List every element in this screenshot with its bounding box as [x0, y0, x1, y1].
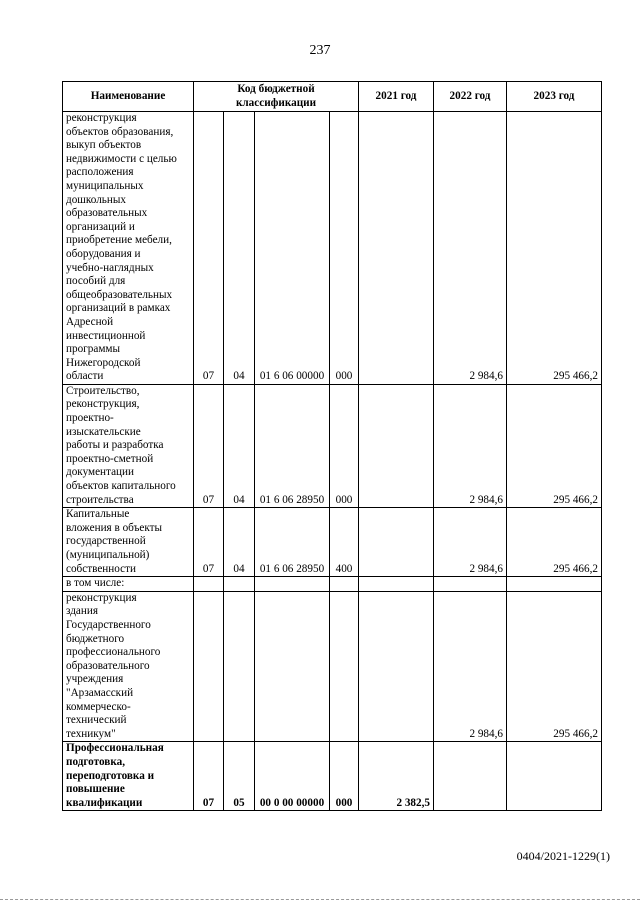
row-section-code: 07: [194, 742, 224, 811]
row-target-article-code: 01 6 06 28950: [255, 384, 330, 507]
row-value-2021: [359, 112, 434, 385]
table-row: [63, 508, 602, 577]
row-value-2023: [507, 577, 602, 592]
row-section-code: [194, 577, 224, 592]
budget-table: [62, 81, 602, 811]
row-name-text: Строительство, реконструкция, проектно- изыскательские работы и разработка проектно-сметной документации объектов капитального строительства: [66, 384, 176, 506]
row-subsection-code: [224, 577, 255, 592]
row-name-text: реконструкция здания Государственного бюджетного профессионального образовательного учреждения "Арзамасский коммерческо- технический техникум": [66, 591, 161, 740]
row-section-code: 07: [194, 508, 224, 577]
row-value-2022: 2 984,6: [434, 384, 507, 507]
row-value-2021: [359, 508, 434, 577]
row-name-text: реконструкция объектов образования, выкуп объектов недвижимости с целью расположения муниципальных дошкольных образовательных организаций и приобретение мебели, оборудования и учебно-наглядных пособий для общеобразовательных организаций в рамках Адресной инвестиционной программы Нижегородской области: [66, 112, 177, 383]
row-target-article-code: 01 6 06 28950: [255, 508, 330, 577]
col-header-2022: 2022 год: [434, 82, 507, 112]
row-value-2023: 295 466,2: [507, 591, 602, 742]
row-value-2023: 295 466,2: [507, 384, 602, 507]
row-name-text: Профессиональная подготовка, переподготовка и повышение квалификации: [66, 742, 164, 809]
row-value-2021: [359, 384, 434, 507]
row-target-article-code: [255, 577, 330, 592]
row-subsection-code: [224, 591, 255, 742]
table-row: [63, 384, 602, 507]
row-subsection-code: 05: [224, 742, 255, 811]
table-header-row: [63, 82, 602, 112]
col-header-2021: 2021 год: [359, 82, 434, 112]
row-section-code: 07: [194, 384, 224, 507]
row-value-2023: [507, 742, 602, 811]
row-target-article-code: 00 0 00 00000: [255, 742, 330, 811]
row-subsection-code: 04: [224, 112, 255, 385]
row-value-2022: 2 984,6: [434, 112, 507, 385]
row-name-cell: [63, 577, 194, 592]
row-section-code: 07: [194, 112, 224, 385]
row-subsection-code: 04: [224, 508, 255, 577]
row-expense-type-code: 400: [330, 508, 359, 577]
row-value-2022: [434, 577, 507, 592]
row-name-text: в том числе:: [66, 577, 125, 590]
row-value-2021: 2 382,5: [359, 742, 434, 811]
table-row: [63, 742, 602, 811]
col-header-2023: 2023 год: [507, 82, 602, 112]
row-name-cell: [63, 112, 194, 385]
row-value-2022: 2 984,6: [434, 508, 507, 577]
row-name-cell: [63, 508, 194, 577]
document-number: 0404/2021-1229(1): [516, 849, 610, 863]
row-subsection-code: 04: [224, 384, 255, 507]
page-number: 237: [309, 43, 331, 58]
table-row: [63, 591, 602, 742]
col-header-name: Наименование: [63, 82, 194, 112]
row-expense-type-code: [330, 591, 359, 742]
row-value-2023: 295 466,2: [507, 112, 602, 385]
row-section-code: [194, 591, 224, 742]
row-name-text: Капитальные вложения в объекты государственной (муниципальной) собственности: [66, 508, 163, 575]
row-expense-type-code: [330, 577, 359, 592]
row-target-article-code: [255, 591, 330, 742]
row-value-2023: 295 466,2: [507, 508, 602, 577]
row-value-2021: [359, 591, 434, 742]
row-expense-type-code: 000: [330, 742, 359, 811]
row-value-2022: [434, 742, 507, 811]
row-name-cell: [63, 384, 194, 507]
col-header-code: Код бюджетной классификации: [194, 82, 359, 112]
table-row: [63, 577, 602, 592]
table-row: [63, 112, 602, 385]
row-expense-type-code: 000: [330, 384, 359, 507]
row-target-article-code: 01 6 06 00000: [255, 112, 330, 385]
row-name-cell: [63, 742, 194, 811]
bottom-divider: [0, 899, 640, 900]
row-value-2022: 2 984,6: [434, 591, 507, 742]
row-value-2021: [359, 577, 434, 592]
row-expense-type-code: 000: [330, 112, 359, 385]
row-name-cell: [63, 591, 194, 742]
